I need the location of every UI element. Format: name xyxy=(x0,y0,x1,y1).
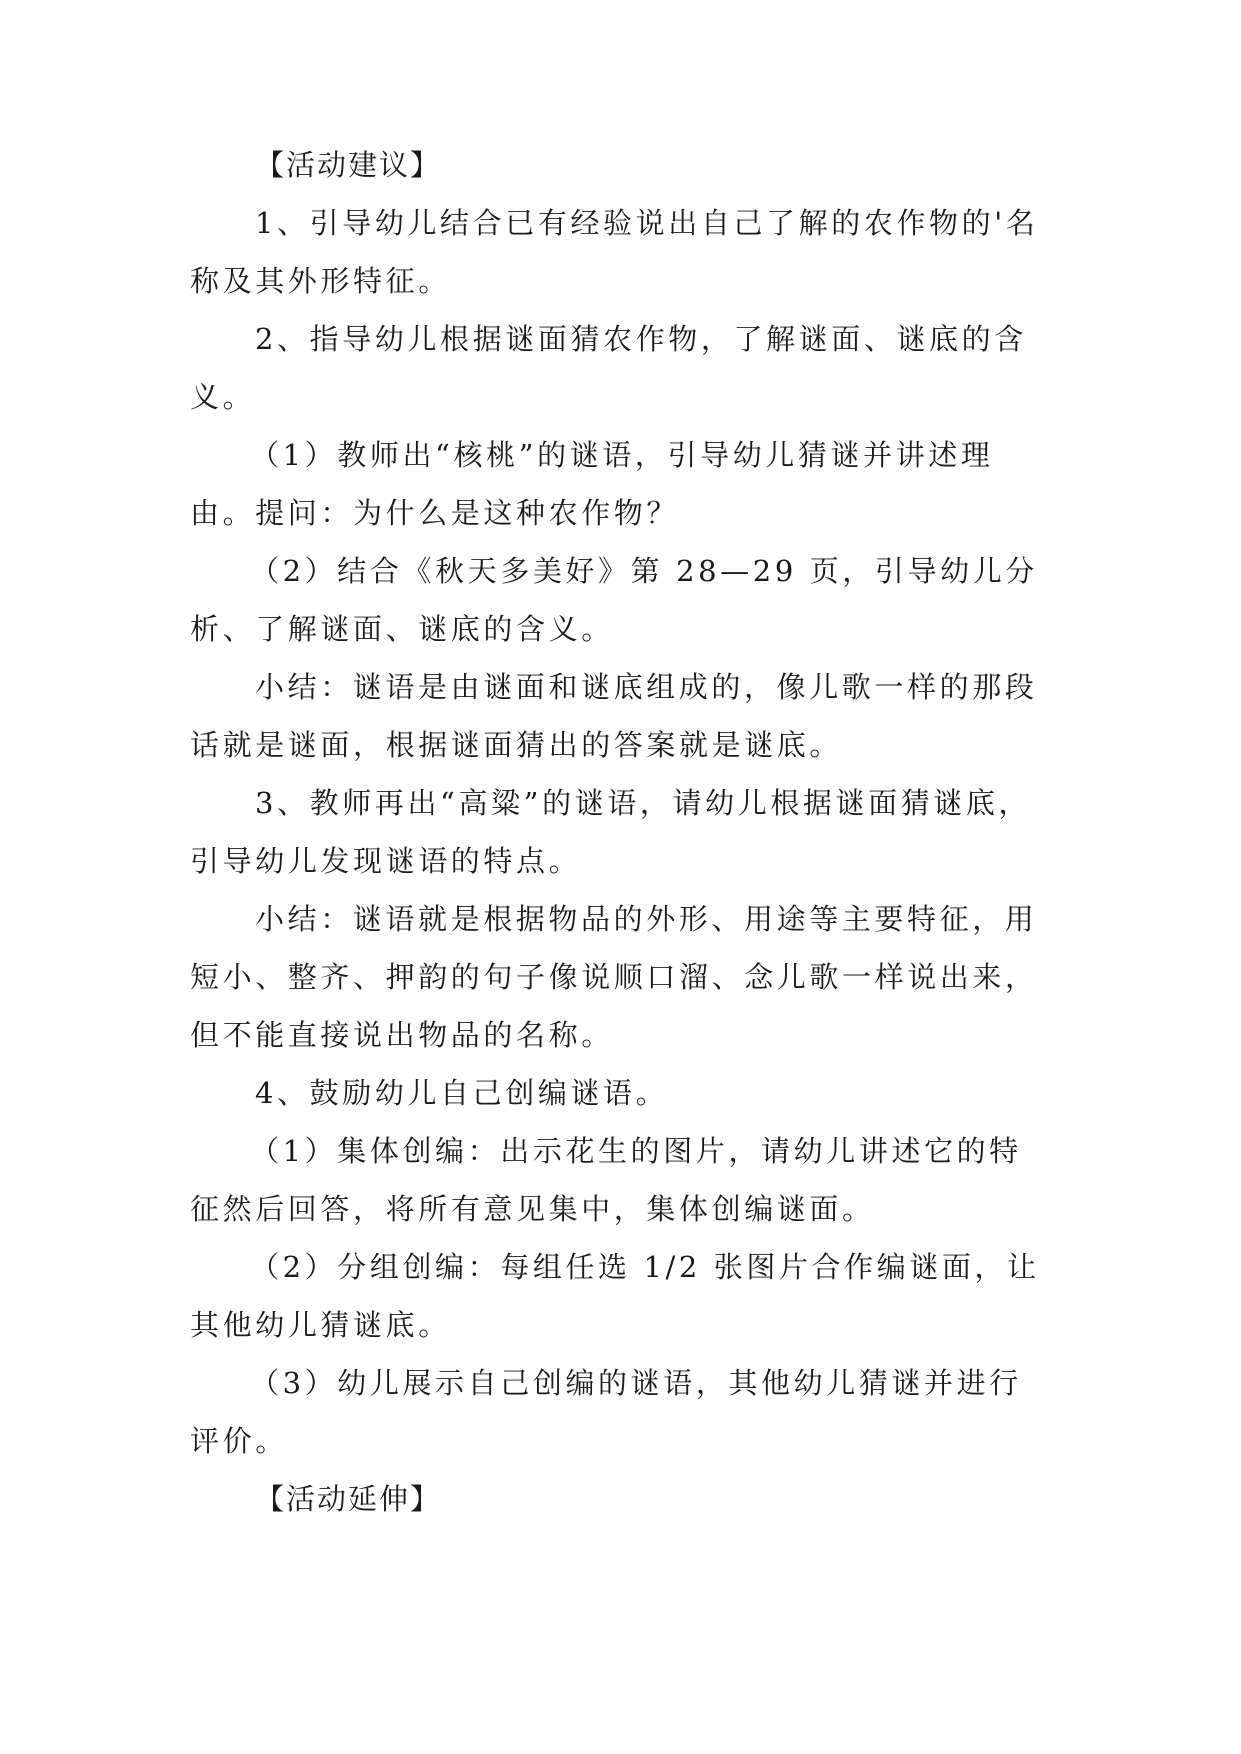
paragraph-line: 评价。 xyxy=(190,1424,288,1458)
paragraph-line: 小结：谜语是由谜面和谜底组成的，像儿歌一样的那段 xyxy=(255,670,1038,704)
section-heading-extension: 【活动延伸】 xyxy=(255,1482,442,1516)
paragraph-line: （2）分组创编：每组任选 1/2 张图片合作编谜面，让 xyxy=(250,1250,1040,1284)
paragraph-line: （2）结合《秋天多美好》第 28—29 页，引导幼儿分 xyxy=(250,554,1038,588)
paragraph-line: 话就是谜面，根据谜面猜出的答案就是谜底。 xyxy=(190,728,843,762)
paragraph-line: 引导幼儿发现谜语的特点。 xyxy=(190,844,582,878)
paragraph-line: 短小、整齐、押韵的句子像说顺口溜、念儿歌一样说出来， xyxy=(190,960,1038,994)
paragraph-line: 3、教师再出“高粱”的谜语，请幼儿根据谜面猜谜底， xyxy=(255,786,1032,820)
paragraph-line: （1）集体创编：出示花生的图片，请幼儿讲述它的特 xyxy=(250,1134,1022,1168)
paragraph-line: （3）幼儿展示自己创编的谜语，其他幼儿猜谜并进行 xyxy=(250,1366,1022,1400)
paragraph-line: 1、引导幼儿结合已有经验说出自己了解的农作物的'名 xyxy=(255,206,1039,240)
paragraph-line: 义。 xyxy=(190,380,256,414)
paragraph-line: 其他幼儿猜谜底。 xyxy=(190,1308,451,1342)
paragraph-line: 征然后回答，将所有意见集中，集体创编谜面。 xyxy=(190,1192,875,1226)
paragraph-line: 小结：谜语就是根据物品的外形、用途等主要特征，用 xyxy=(255,902,1038,936)
paragraph-line: 称及其外形特征。 xyxy=(190,264,451,298)
paragraph-line: 但不能直接说出物品的名称。 xyxy=(190,1018,614,1052)
paragraph-line: 2、指导幼儿根据谜面猜农作物，了解谜面、谜底的含 xyxy=(255,322,1027,356)
paragraph-line: （1）教师出“核桃”的谜语，引导幼儿猜谜并讲述理 xyxy=(250,438,994,472)
paragraph-line: 析、了解谜面、谜底的含义。 xyxy=(190,612,614,646)
paragraph-line: 4、鼓励幼儿自己创编谜语。 xyxy=(255,1076,669,1110)
section-heading-suggestions: 【活动建议】 xyxy=(255,148,442,182)
paragraph-line: 由。提问：为什么是这种农作物？ xyxy=(190,496,680,530)
